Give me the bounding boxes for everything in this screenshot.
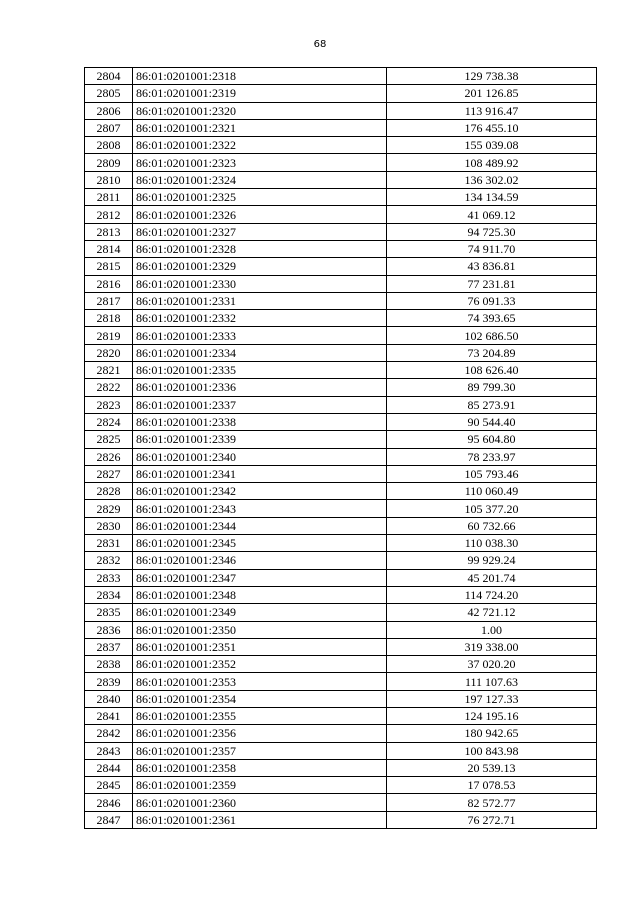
row-number-cell: 2833	[85, 569, 133, 586]
row-number-cell: 2807	[85, 119, 133, 136]
row-number-cell: 2817	[85, 292, 133, 309]
cadastral-value-cell: 319 338.00	[387, 638, 597, 655]
cadastral-number-cell: 86:01:0201001:2338	[133, 413, 387, 430]
cadastral-number-cell: 86:01:0201001:2342	[133, 483, 387, 500]
cadastral-value-cell: 90 544.40	[387, 413, 597, 430]
cadastral-number-cell: 86:01:0201001:2357	[133, 742, 387, 759]
cadastral-value-cell: 113 916.47	[387, 102, 597, 119]
row-number-cell: 2847	[85, 811, 133, 828]
cadastral-value-cell: 124 195.16	[387, 707, 597, 724]
cadastral-number-cell: 86:01:0201001:2323	[133, 154, 387, 171]
cadastral-number-cell: 86:01:0201001:2353	[133, 673, 387, 690]
cadastral-value-cell: 110 038.30	[387, 535, 597, 552]
table-row	[85, 362, 597, 379]
table-row	[85, 586, 597, 603]
row-number-cell: 2840	[85, 690, 133, 707]
cadastral-value-cell: 110 060.49	[387, 483, 597, 500]
cadastral-number-cell: 86:01:0201001:2330	[133, 275, 387, 292]
table-row	[85, 621, 597, 638]
cadastral-value-cell: 100 843.98	[387, 742, 597, 759]
cadastral-value-cell: 108 489.92	[387, 154, 597, 171]
table-row	[85, 327, 597, 344]
cadastral-value-cell: 201 126.85	[387, 85, 597, 102]
cadastral-value-cell: 111 107.63	[387, 673, 597, 690]
cadastral-number-cell: 86:01:0201001:2346	[133, 552, 387, 569]
table-row	[85, 102, 597, 119]
cadastral-value-cell: 74 393.65	[387, 310, 597, 327]
table-row	[85, 707, 597, 724]
row-number-cell: 2841	[85, 707, 133, 724]
cadastral-number-cell: 86:01:0201001:2318	[133, 68, 387, 85]
cadastral-value-cell: 60 732.66	[387, 517, 597, 534]
cadastral-number-cell: 86:01:0201001:2347	[133, 569, 387, 586]
cadastral-number-cell: 86:01:0201001:2335	[133, 362, 387, 379]
cadastral-number-cell: 86:01:0201001:2321	[133, 119, 387, 136]
cadastral-value-cell: 73 204.89	[387, 344, 597, 361]
cadastral-value-cell: 197 127.33	[387, 690, 597, 707]
row-number-cell: 2835	[85, 604, 133, 621]
table-row	[85, 206, 597, 223]
cadastral-number-cell: 86:01:0201001:2351	[133, 638, 387, 655]
row-number-cell: 2805	[85, 85, 133, 102]
cadastral-value-cell: 105 377.20	[387, 500, 597, 517]
row-number-cell: 2844	[85, 759, 133, 776]
table-row	[85, 396, 597, 413]
table-row	[85, 258, 597, 275]
row-number-cell: 2832	[85, 552, 133, 569]
row-number-cell: 2825	[85, 431, 133, 448]
cadastral-number-cell: 86:01:0201001:2326	[133, 206, 387, 223]
cadastral-number-cell: 86:01:0201001:2327	[133, 223, 387, 240]
cadastral-number-cell: 86:01:0201001:2325	[133, 189, 387, 206]
cadastral-value-cell: 76 272.71	[387, 811, 597, 828]
row-number-cell: 2846	[85, 794, 133, 811]
table-row	[85, 379, 597, 396]
page-number: 68	[313, 39, 327, 50]
row-number-cell: 2820	[85, 344, 133, 361]
row-number-cell: 2831	[85, 535, 133, 552]
row-number-cell: 2806	[85, 102, 133, 119]
cadastral-value-cell: 114 724.20	[387, 586, 597, 603]
cadastral-number-cell: 86:01:0201001:2339	[133, 431, 387, 448]
table-row	[85, 465, 597, 482]
cadastral-value-cell: 45 201.74	[387, 569, 597, 586]
table-row	[85, 742, 597, 759]
cadastral-value-cell: 41 069.12	[387, 206, 597, 223]
table-row	[85, 811, 597, 828]
cadastral-value-cell: 136 302.02	[387, 171, 597, 188]
cadastral-value-cell: 78 233.97	[387, 448, 597, 465]
table-row	[85, 68, 597, 85]
cadastral-value-cell: 180 942.65	[387, 725, 597, 742]
row-number-cell: 2823	[85, 396, 133, 413]
cadastral-value-cell: 37 020.20	[387, 656, 597, 673]
table-row	[85, 431, 597, 448]
cadastral-value-cell: 76 091.33	[387, 292, 597, 309]
cadastral-number-cell: 86:01:0201001:2358	[133, 759, 387, 776]
table-row	[85, 292, 597, 309]
row-number-cell: 2821	[85, 362, 133, 379]
table-row	[85, 413, 597, 430]
cadastral-number-cell: 86:01:0201001:2348	[133, 586, 387, 603]
cadastral-value-cell: 155 039.08	[387, 137, 597, 154]
table-row	[85, 690, 597, 707]
table-row	[85, 448, 597, 465]
table-row	[85, 240, 597, 257]
cadastral-value-cell: 82 572.77	[387, 794, 597, 811]
cadastral-number-cell: 86:01:0201001:2356	[133, 725, 387, 742]
cadastral-value-cell: 20 539.13	[387, 759, 597, 776]
cadastral-value-cell: 89 799.30	[387, 379, 597, 396]
row-number-cell: 2810	[85, 171, 133, 188]
table-row	[85, 673, 597, 690]
table-row	[85, 552, 597, 569]
row-number-cell: 2828	[85, 483, 133, 500]
row-number-cell: 2819	[85, 327, 133, 344]
cadastral-number-cell: 86:01:0201001:2355	[133, 707, 387, 724]
cadastral-number-cell: 86:01:0201001:2343	[133, 500, 387, 517]
table-row	[85, 759, 597, 776]
row-number-cell: 2830	[85, 517, 133, 534]
cadastral-number-cell: 86:01:0201001:2360	[133, 794, 387, 811]
row-number-cell: 2826	[85, 448, 133, 465]
cadastral-value-cell: 134 134.59	[387, 189, 597, 206]
table-row	[85, 137, 597, 154]
row-number-cell: 2827	[85, 465, 133, 482]
cadastral-number-cell: 86:01:0201001:2320	[133, 102, 387, 119]
row-number-cell: 2837	[85, 638, 133, 655]
row-number-cell: 2813	[85, 223, 133, 240]
row-number-cell: 2838	[85, 656, 133, 673]
row-number-cell: 2814	[85, 240, 133, 257]
cadastral-number-cell: 86:01:0201001:2349	[133, 604, 387, 621]
table-row	[85, 119, 597, 136]
table-row	[85, 223, 597, 240]
cadastral-value-cell: 1.00	[387, 621, 597, 638]
table-row	[85, 725, 597, 742]
cadastral-number-cell: 86:01:0201001:2328	[133, 240, 387, 257]
cadastral-number-cell: 86:01:0201001:2345	[133, 535, 387, 552]
table-row	[85, 638, 597, 655]
cadastral-number-cell: 86:01:0201001:2352	[133, 656, 387, 673]
table-row	[85, 310, 597, 327]
row-number-cell: 2824	[85, 413, 133, 430]
table-row	[85, 517, 597, 534]
row-number-cell: 2839	[85, 673, 133, 690]
table-row	[85, 794, 597, 811]
cadastral-number-cell: 86:01:0201001:2336	[133, 379, 387, 396]
cadastral-number-cell: 86:01:0201001:2332	[133, 310, 387, 327]
cadastral-number-cell: 86:01:0201001:2337	[133, 396, 387, 413]
row-number-cell: 2834	[85, 586, 133, 603]
row-number-cell: 2809	[85, 154, 133, 171]
cadastral-number-cell: 86:01:0201001:2329	[133, 258, 387, 275]
cadastral-number-cell: 86:01:0201001:2319	[133, 85, 387, 102]
table-row	[85, 569, 597, 586]
cadastral-value-cell: 108 626.40	[387, 362, 597, 379]
cadastral-number-cell: 86:01:0201001:2359	[133, 777, 387, 794]
row-number-cell: 2836	[85, 621, 133, 638]
cadastral-value-cell: 102 686.50	[387, 327, 597, 344]
cadastral-number-cell: 86:01:0201001:2324	[133, 171, 387, 188]
table-row	[85, 275, 597, 292]
cadastral-number-cell: 86:01:0201001:2331	[133, 292, 387, 309]
cadastral-value-cell: 94 725.30	[387, 223, 597, 240]
table-row	[85, 189, 597, 206]
table-row	[85, 500, 597, 517]
row-number-cell: 2818	[85, 310, 133, 327]
row-number-cell: 2845	[85, 777, 133, 794]
cadastral-number-cell: 86:01:0201001:2350	[133, 621, 387, 638]
row-number-cell: 2843	[85, 742, 133, 759]
cadastral-value-cell: 74 911.70	[387, 240, 597, 257]
row-number-cell: 2815	[85, 258, 133, 275]
cadastral-number-cell: 86:01:0201001:2334	[133, 344, 387, 361]
cadastral-value-cell: 17 078.53	[387, 777, 597, 794]
table-row	[85, 171, 597, 188]
cadastral-number-cell: 86:01:0201001:2322	[133, 137, 387, 154]
cadastral-value-cell: 95 604.80	[387, 431, 597, 448]
row-number-cell: 2816	[85, 275, 133, 292]
row-number-cell: 2811	[85, 189, 133, 206]
cadastral-value-cell: 105 793.46	[387, 465, 597, 482]
cadastral-number-cell: 86:01:0201001:2361	[133, 811, 387, 828]
cadastral-value-cell: 42 721.12	[387, 604, 597, 621]
table-row	[85, 85, 597, 102]
table-body	[85, 68, 597, 829]
table-row	[85, 604, 597, 621]
row-number-cell: 2812	[85, 206, 133, 223]
cadastral-value-cell: 85 273.91	[387, 396, 597, 413]
table-row	[85, 344, 597, 361]
table-row	[85, 535, 597, 552]
cadastral-number-cell: 86:01:0201001:2354	[133, 690, 387, 707]
table-row	[85, 154, 597, 171]
cadastral-value-cell: 129 738.38	[387, 68, 597, 85]
row-number-cell: 2829	[85, 500, 133, 517]
row-number-cell: 2808	[85, 137, 133, 154]
cadastral-value-cell: 176 455.10	[387, 119, 597, 136]
cadastral-value-cell: 77 231.81	[387, 275, 597, 292]
table-row	[85, 656, 597, 673]
row-number-cell: 2822	[85, 379, 133, 396]
cadastral-number-cell: 86:01:0201001:2344	[133, 517, 387, 534]
table-row	[85, 483, 597, 500]
cadastral-number-cell: 86:01:0201001:2341	[133, 465, 387, 482]
cadastral-value-cell: 99 929.24	[387, 552, 597, 569]
row-number-cell: 2804	[85, 68, 133, 85]
cadastral-number-cell: 86:01:0201001:2340	[133, 448, 387, 465]
cadastral-value-table	[84, 67, 597, 829]
cadastral-value-cell: 43 836.81	[387, 258, 597, 275]
table-row	[85, 777, 597, 794]
row-number-cell: 2842	[85, 725, 133, 742]
cadastral-number-cell: 86:01:0201001:2333	[133, 327, 387, 344]
